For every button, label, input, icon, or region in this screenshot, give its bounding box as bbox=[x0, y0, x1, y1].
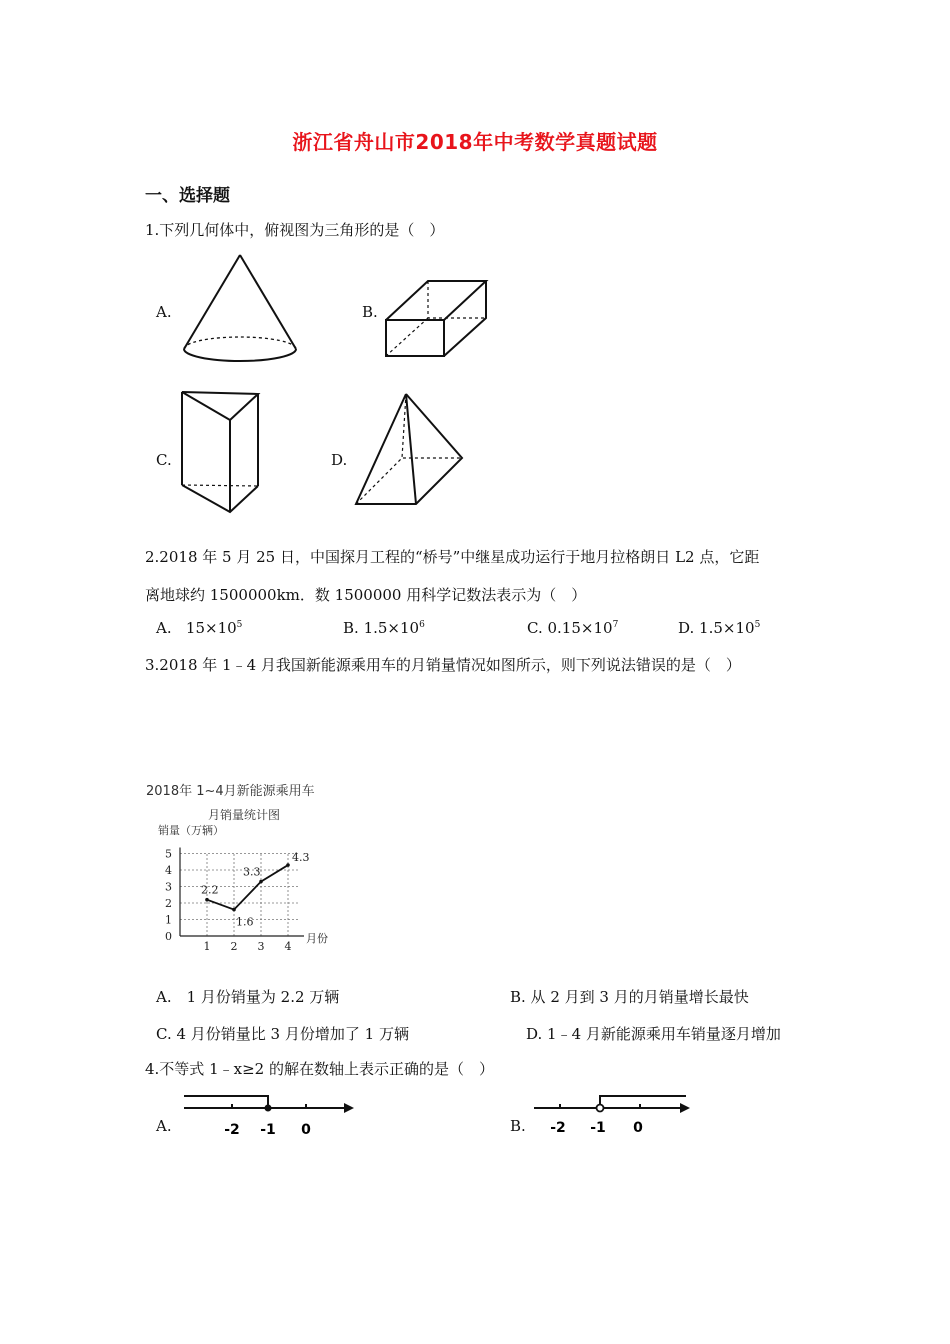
y-tick-label: 4 bbox=[165, 864, 172, 877]
number-line-b bbox=[530, 1092, 700, 1140]
pyramid-figure bbox=[352, 390, 466, 508]
q2-option-c: C. $0.15\times 10^7$ bbox=[527, 619, 619, 637]
page-title: 浙江省舟山市2018年中考数学真题试题 bbox=[292, 130, 658, 154]
axis-label-0: 0 bbox=[633, 1120, 643, 1136]
data-point bbox=[286, 863, 290, 867]
chart-ylabel: 销量（万辆） bbox=[158, 824, 224, 837]
data-label: 3.3 bbox=[243, 865, 261, 879]
x-tick-label: 3 bbox=[257, 940, 265, 953]
question-2-stem-line2: 离地球约 1500000km．数 1500000 用科学记数法表示为（ ） bbox=[145, 586, 587, 604]
x-tick-label: 2 bbox=[230, 940, 238, 953]
axis-label-neg1: -1 bbox=[590, 1120, 606, 1136]
x-tick-label: 4 bbox=[284, 940, 292, 953]
q1-option-a-label: A. bbox=[156, 303, 172, 321]
triangular-prism-figure bbox=[178, 388, 262, 518]
axis-label-neg1: -1 bbox=[260, 1122, 276, 1138]
y-tick-label: 1 bbox=[165, 913, 172, 927]
q1-option-c-label: C. bbox=[156, 451, 172, 469]
y-tick-label: 0 bbox=[165, 930, 172, 943]
q1-option-d-label: D. bbox=[331, 451, 348, 469]
q2-option-d: D. $1.5\times 10^5$ bbox=[678, 619, 761, 637]
q2-option-b: B. $1.5\times 10^6$ bbox=[343, 619, 425, 637]
data-label: 4.3 bbox=[292, 851, 310, 865]
cuboid-figure bbox=[382, 276, 490, 360]
q3-option-b: B. 从 2 月到 3 月的月销量增长最快 bbox=[510, 988, 749, 1006]
y-tick-label: 5 bbox=[165, 847, 172, 861]
number-line-a bbox=[180, 1092, 360, 1140]
x-axis-label: 月份 bbox=[306, 932, 328, 945]
axis-label-neg2: -2 bbox=[550, 1120, 566, 1136]
q4-option-b-label: B. bbox=[510, 1117, 526, 1135]
y-tick-label: 2 bbox=[165, 897, 172, 910]
axis-label-neg2: -2 bbox=[224, 1122, 240, 1138]
section-heading: 一、选择题 bbox=[145, 186, 230, 206]
sales-line-chart bbox=[150, 838, 350, 953]
chart-subtitle: 月销量统计图 bbox=[208, 808, 281, 822]
q3-option-a: A. 1 月份销量为 2.2 万辆 bbox=[156, 988, 340, 1006]
q1-option-b-label: B. bbox=[362, 303, 378, 321]
cone-figure bbox=[178, 250, 302, 368]
q4-option-a-label: A. bbox=[156, 1117, 172, 1135]
q2-option-a: A. $15\times 10^5$ bbox=[156, 619, 243, 637]
q3-option-d: D. 1﹣4 月新能源乘用车销量逐月增加 bbox=[526, 1025, 781, 1043]
data-point bbox=[205, 898, 209, 902]
chart-title: 2018年 1~4月新能源乘用车 bbox=[146, 784, 315, 799]
x-tick-label: 1 bbox=[203, 940, 211, 953]
data-point bbox=[259, 880, 263, 884]
question-3-stem: 3.2018 年 1﹣4 月我国新能源乘用车的月销量情况如图所示，则下列说法错误的是（ ） bbox=[145, 656, 741, 674]
data-label: 1.6 bbox=[236, 915, 254, 929]
y-tick-label: 3 bbox=[165, 880, 172, 894]
axis-label-0: 0 bbox=[301, 1122, 311, 1138]
data-label: 2.2 bbox=[201, 883, 219, 897]
question-2-stem-line1: 2.2018 年 5 月 25 日，中国探月工程的“桥号”中继星成功运行于地月拉格朗日 L2 点，它距 bbox=[145, 548, 760, 566]
data-point bbox=[232, 908, 236, 912]
question-1-stem: 1.下列几何体中，俯视图为三角形的是（ ） bbox=[145, 221, 445, 239]
q3-option-c: C. 4 月份销量比 3 月份增加了 1 万辆 bbox=[156, 1025, 409, 1043]
question-4-stem: 4.不等式 1﹣x≥2 的解在数轴上表示正确的是（ ） bbox=[145, 1060, 494, 1078]
